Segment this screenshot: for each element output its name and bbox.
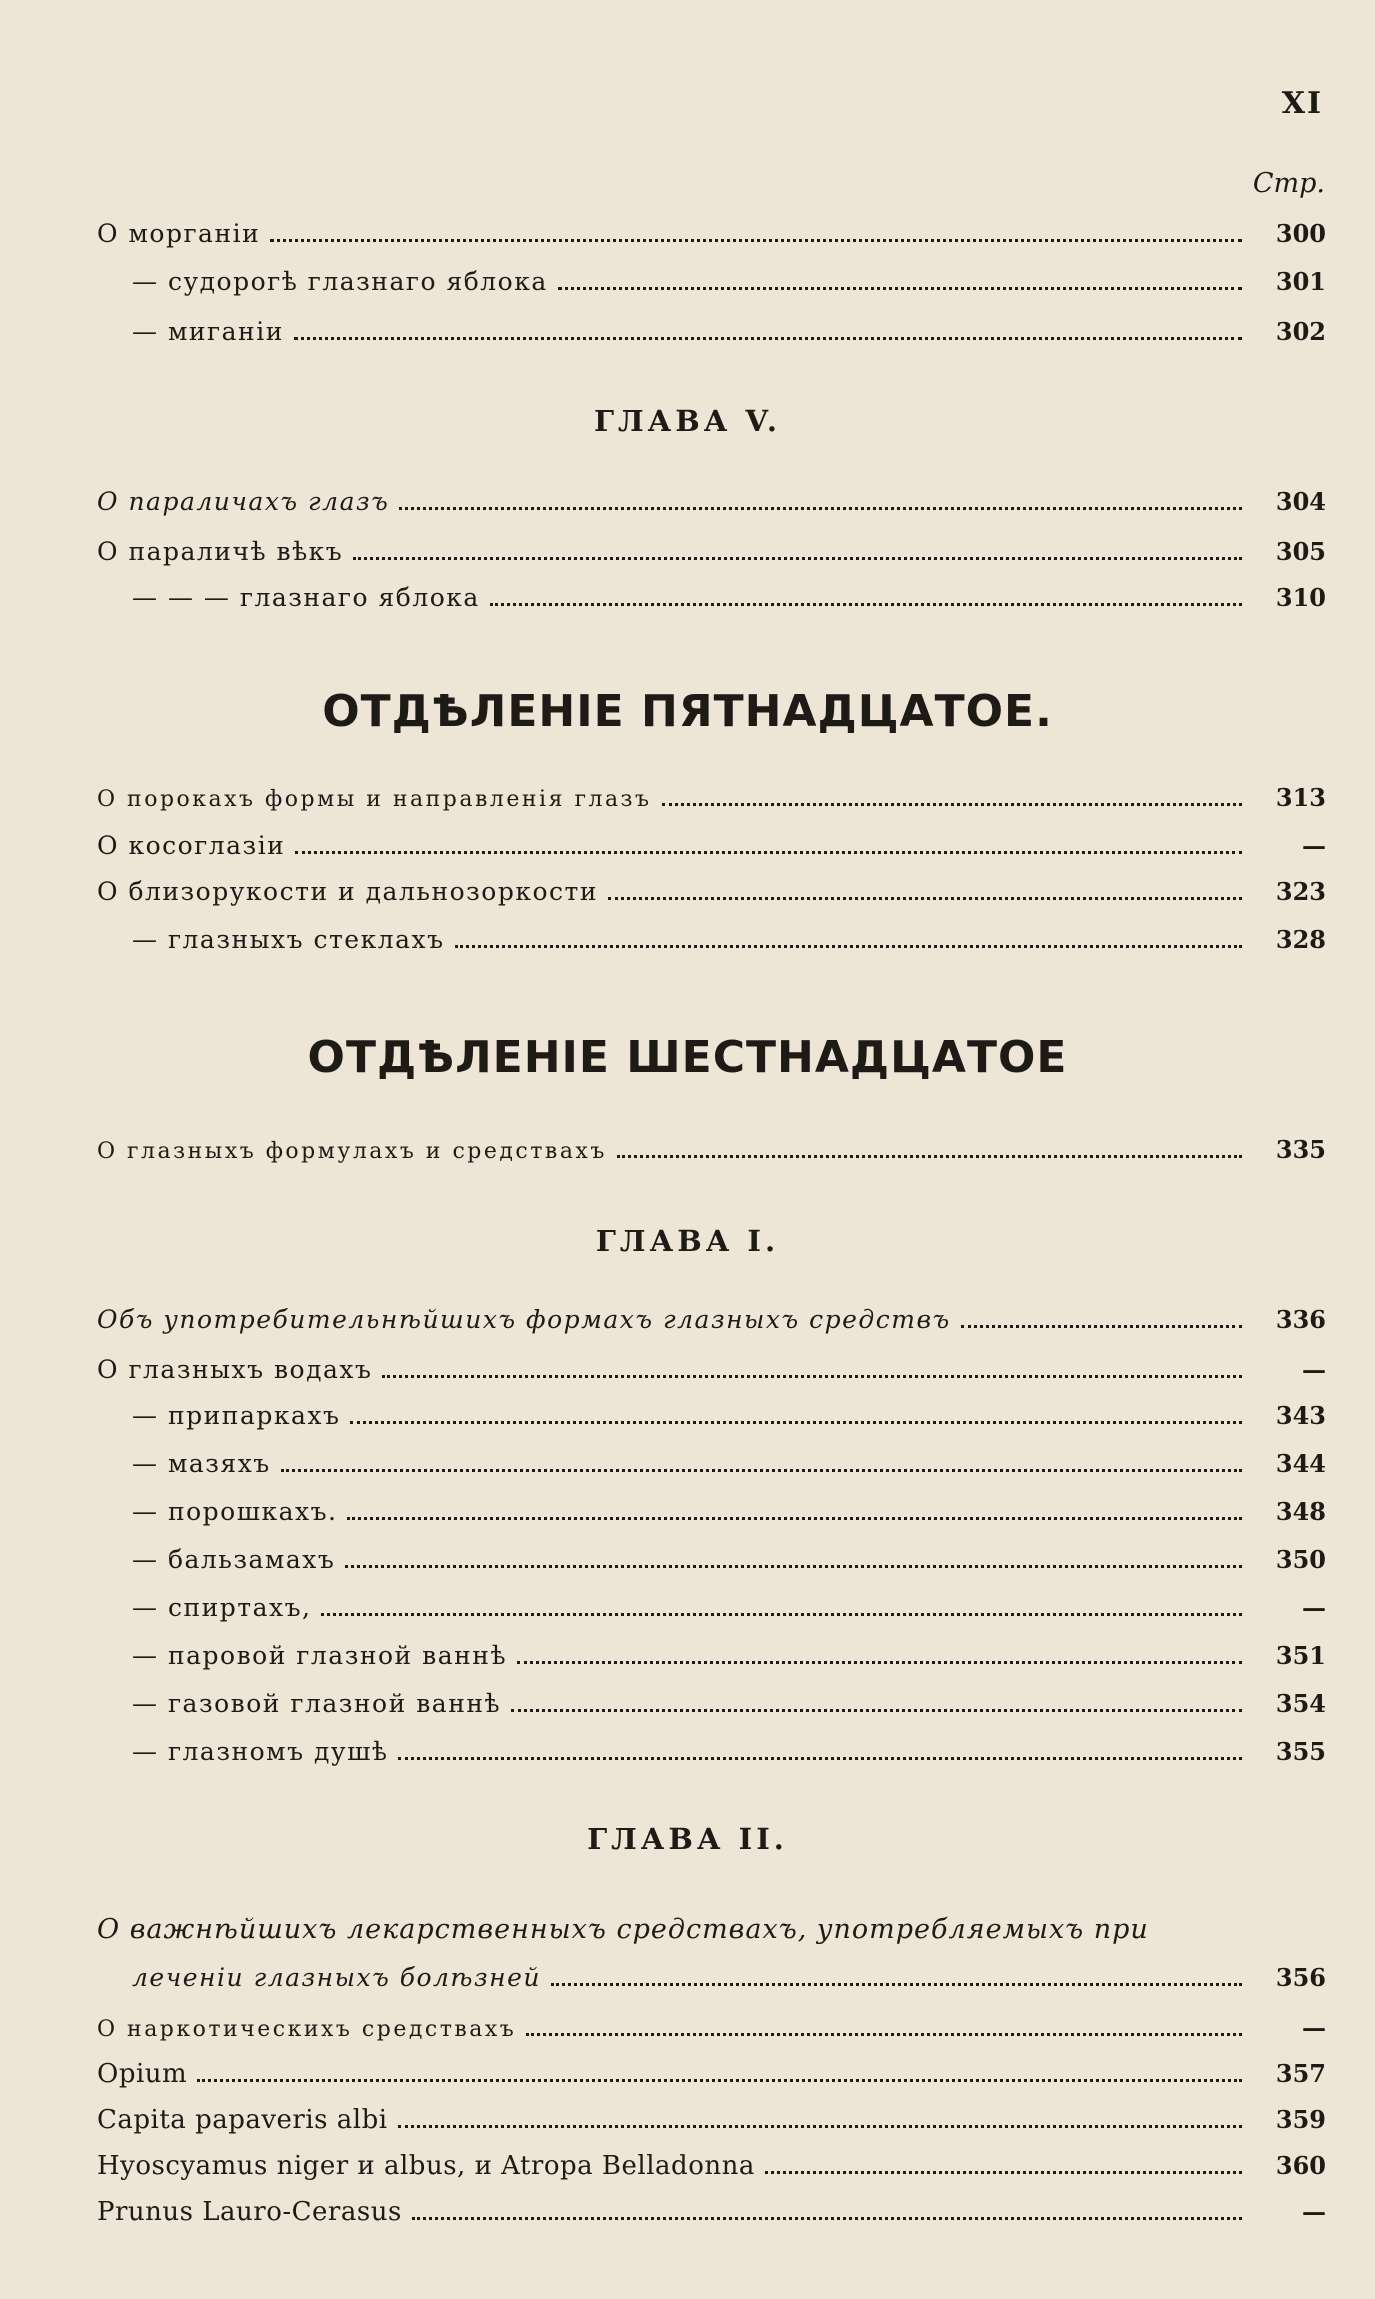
toc-entry: О параличахъ глазъ 304	[97, 487, 1326, 516]
toc-entry: — спиртахъ, —	[132, 1593, 1326, 1622]
toc-entry: — глазномъ душѣ 355	[132, 1737, 1326, 1766]
toc-entry: О близорукости и дальнозоркости 323	[97, 877, 1326, 906]
toc-entry: Opium 357	[97, 2059, 1326, 2089]
toc-entry: леченіи глазныхъ болѣзней 356	[132, 1963, 1326, 1992]
folio-number: XI	[1281, 86, 1323, 121]
toc-entry: — судорогѣ глазнаго яблока 301	[132, 267, 1326, 296]
toc-entry: О косоглазіи —	[97, 831, 1326, 860]
toc-entry: Prunus Lauro-Cerasus —	[97, 2197, 1326, 2227]
chapter-heading: ГЛАВА V.	[593, 404, 782, 438]
chapter-heading: ГЛАВА II.	[587, 1822, 788, 1856]
toc-entry: — бальзамахъ 350	[132, 1545, 1326, 1574]
toc-entry: О порокахъ формы и направленія глазъ 313	[97, 783, 1326, 812]
section-heading: ОТДѢЛЕНІЕ ПЯТНАДЦАТОЕ.	[322, 686, 1053, 737]
toc-entry: — припаркахъ 343	[132, 1401, 1326, 1430]
toc-entry: — мазяхъ 344	[132, 1449, 1326, 1478]
toc-entry: — — — глазнаго яблока 310	[132, 583, 1326, 612]
toc-entry: — миганіи 302	[132, 317, 1326, 346]
toc-entry: О морганіи 300	[97, 219, 1326, 248]
toc-entry: — порошкахъ. 348	[132, 1497, 1326, 1526]
toc-entry: О параличѣ вѣкъ 305	[97, 537, 1326, 566]
toc-entry: О глазныхъ формулахъ и средствахъ 335	[97, 1135, 1326, 1164]
toc-entry: — газовой глазной ваннѣ 354	[132, 1689, 1326, 1718]
toc-entry: — паровой глазной ваннѣ 351	[132, 1641, 1326, 1670]
toc-entry: Hyoscyamus niger и albus, и Atropa Belladonna 360	[97, 2151, 1326, 2181]
toc-entry-first-line: О важнѣйшихъ лекарственныхъ средствахъ, употребляемыхъ при	[97, 1914, 1149, 1945]
toc-entry: — глазныхъ стеклахъ 328	[132, 925, 1326, 954]
toc-entry: Capita papaveris albi 359	[97, 2105, 1326, 2135]
chapter-heading: ГЛАВА I.	[595, 1224, 780, 1258]
section-heading: ОТДѢЛЕНІЕ ШЕСТНАДЦАТОЕ	[307, 1032, 1068, 1083]
toc-entry: О глазныхъ водахъ —	[97, 1355, 1326, 1384]
toc-entry: Объ употребительнѣйшихъ формахъ глазныхъ средствъ 336	[97, 1305, 1326, 1334]
toc-entry: О наркотическихъ средствахъ —	[97, 2013, 1326, 2042]
page-column-label: Стр.	[1252, 168, 1325, 199]
